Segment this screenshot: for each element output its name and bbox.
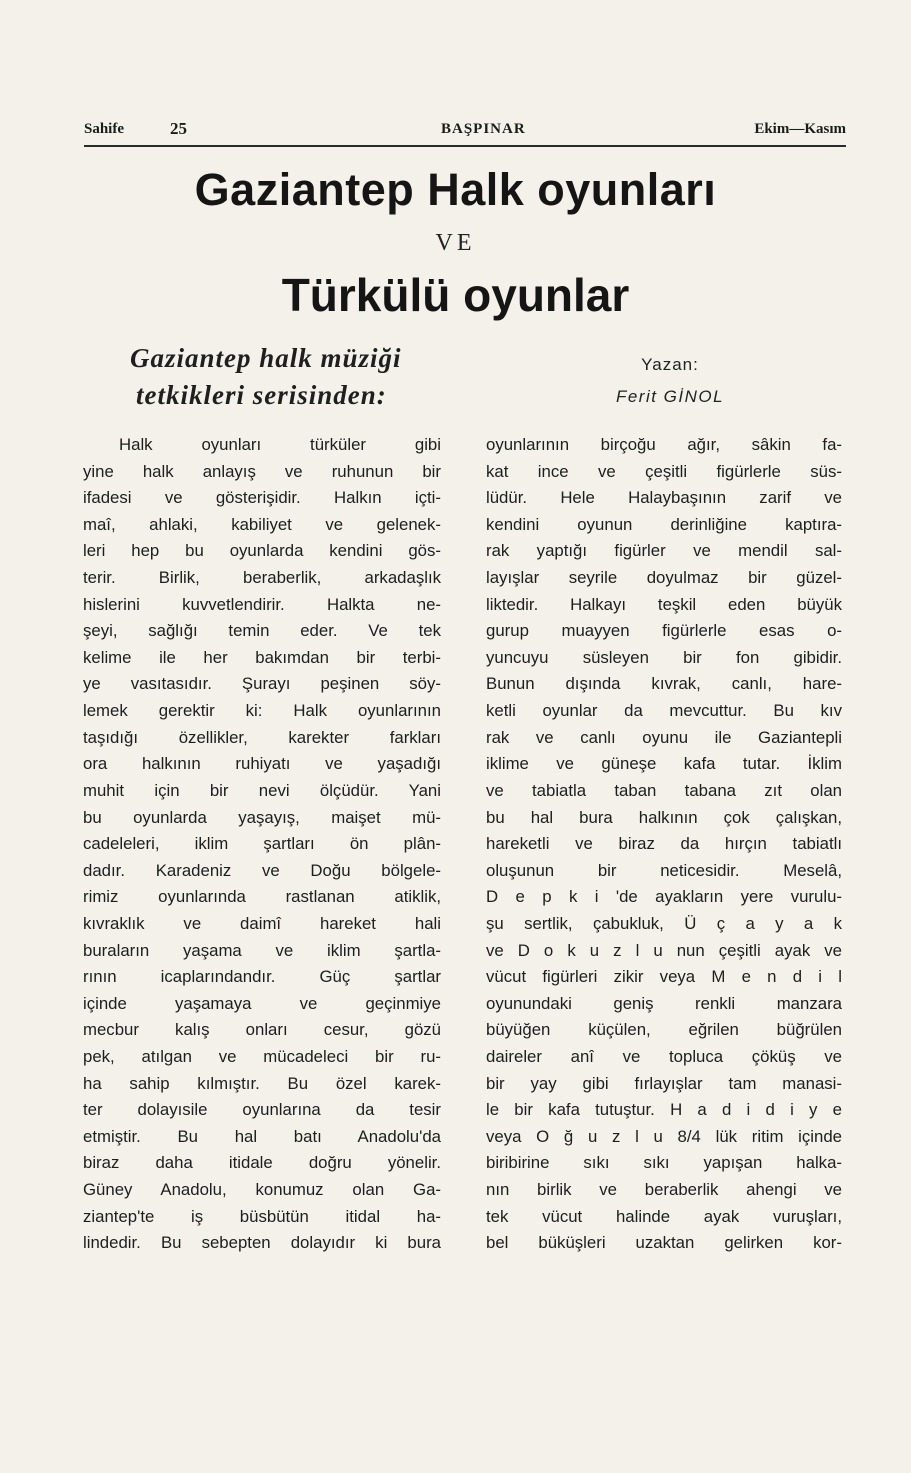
- text-line: yuncuyu süsleyen bir fon gibidir.: [486, 647, 842, 667]
- text-line: ziantep'te iş büsbütün itidal ha-: [83, 1206, 441, 1226]
- text-line: veya O ğ u z l u 8/4 lük ritim içinde: [486, 1126, 842, 1146]
- text-line: ter dolayısile oyunlarına da tesir: [83, 1100, 441, 1120]
- text-line: gurup muayyen figürlerle esas o-: [486, 621, 842, 641]
- text-line: şu sertlik, çabukluk, Ü ç a y a k: [486, 913, 842, 933]
- text-line: rak yaptığı figürler ve mendil sal-: [486, 541, 842, 561]
- text-line: ye vasıtasıdır. Şurayı peşinen söy-: [83, 674, 441, 694]
- text-line: taşıdığı özellikler, karekter farkları: [83, 727, 441, 747]
- text-line: ifadesi ve gösterişidir. Halkın içti-: [83, 488, 441, 508]
- byline-label: Yazan:: [641, 355, 699, 374]
- text-line: layışlar seyrile doyulmaz bir güzel-: [486, 568, 842, 588]
- text-line: nın birlik ve beraberlik ahengi ve: [486, 1180, 842, 1200]
- text-line: cadeleleri, iklim şartları ön plân-: [83, 834, 441, 854]
- text-line: pek, atılgan ve mücadeleci bir ru-: [83, 1047, 441, 1067]
- text-line: rının icaplarındandır. Güç şartlar: [83, 967, 441, 987]
- text-line: etmiştir. Bu hal batı Anadolu'da: [83, 1126, 441, 1146]
- series-subtitle: [130, 340, 490, 414]
- text-line: le bir kafa tutuştur. H a d i d i y e: [486, 1100, 842, 1120]
- text-line: Halk oyunları türküler gibi: [119, 435, 441, 454]
- text-line: kıvraklık ve daimî hareket hali: [83, 913, 441, 933]
- text-line: lemek gerektir ki: Halk oyunlarının: [83, 701, 441, 721]
- text-line: bir yay gibi fırlayışlar tam manasi-: [486, 1073, 842, 1093]
- text-line: terir. Birlik, beraberlik, arkadaşlık: [83, 568, 441, 588]
- text-line: şeyi, sağlığı temin eder. Ve tek: [83, 621, 441, 641]
- text-line: rimiz oyunlarında rastlanan atiklik,: [83, 887, 441, 907]
- text-line: lüdür. Hele Halaybaşının zarif ve: [486, 488, 842, 508]
- text-column-right: [486, 432, 842, 1257]
- text-line: ve D o k u z l u nun çeşitli ayak ve: [486, 940, 842, 960]
- text-line: hareketli ve biraz da hırçın tabiatlı: [486, 834, 842, 854]
- article-title-line-1: Gaziantep Halk oyunları: [194, 164, 717, 215]
- text-line: muhit için bir nevi ölçüdür. Yani: [83, 780, 441, 800]
- text-line: bu hal bura halkının çok çalışkan,: [486, 807, 842, 827]
- byline: [560, 355, 780, 407]
- issue-date: Ekim—Kasım: [754, 121, 846, 137]
- series-subtitle-line-1: Gaziantep halk müziği: [130, 343, 402, 373]
- text-line: Bunun dışında kıvrak, canlı, hare-: [486, 674, 842, 694]
- text-line: ketli oyunlar da mevcuttur. Bu kıv: [486, 701, 842, 721]
- text-line: ha sahip kılmıştır. Bu özel karek-: [83, 1073, 441, 1093]
- text-line: kendini oyunun derinliğine kaptıra-: [486, 514, 842, 534]
- text-line: daireler anî ve topluca çöküş ve: [486, 1047, 842, 1067]
- text-line: biribirine sıkı sıkı yapışan halka-: [486, 1153, 842, 1173]
- text-line: tek vücut halinde ayak vuruşları,: [486, 1206, 842, 1226]
- magazine-name: BAŞPINAR: [441, 121, 526, 137]
- text-line: ve tabiatla taban tabana zıt olan: [486, 780, 842, 800]
- article-title-line-2: Türkülü oyunlar: [281, 269, 630, 321]
- text-line: dadır. Karadeniz ve Doğu bölgele-: [83, 860, 441, 880]
- text-line: kelime ile her bakımdan bir terbi-: [83, 647, 441, 667]
- page-number: 25: [170, 119, 187, 138]
- article-title-connector: VE: [435, 230, 476, 256]
- text-line: içinde yaşamaya ve geçinmiye: [83, 993, 441, 1013]
- running-header: [84, 117, 846, 143]
- text-line: D e p k i 'de ayakların yere vurulu-: [486, 887, 842, 907]
- series-subtitle-line-2: tetkikleri serisinden:: [136, 380, 387, 410]
- text-line: bu oyunlarda yaşayış, maişet mü-: [83, 807, 441, 827]
- header-rule: [84, 145, 846, 147]
- text-line: leri hep bu oyunlarda kendini gös-: [83, 541, 441, 561]
- text-line: büyüğen küçülen, eğrilen büğrülen: [486, 1020, 842, 1040]
- text-line: bel büküşleri uzaktan gelirken kor-: [486, 1233, 842, 1253]
- text-line: vücut figürleri zikir veya M e n d i l: [486, 967, 842, 987]
- text-line: rak ve canlı oyunu ile Gaziantepli: [486, 727, 842, 747]
- text-line: oyunlarının birçoğu ağır, sâkin fa-: [486, 435, 842, 454]
- author-name: Ferit GİNOL: [615, 387, 725, 406]
- text-column-left: [83, 432, 441, 1257]
- text-line: ora halkının ruhiyatı ve yaşadığı: [83, 754, 441, 774]
- text-line: kat ince ve çeşitli figürlerle süs-: [486, 461, 842, 481]
- text-line: oluşunun bir neticesidir. Meselâ,: [486, 860, 842, 880]
- text-line: oyunundaki geniş renkli manzara: [486, 993, 842, 1013]
- text-line: maî, ahlaki, kabiliyet ve gelenek-: [83, 514, 441, 534]
- text-line: lindedir. Bu sebepten dolayıdır ki bura: [83, 1233, 441, 1253]
- text-line: yine halk anlayış ve ruhunun bir: [83, 461, 441, 481]
- text-line: hislerini kuvvetlendirir. Halkta ne-: [83, 594, 441, 614]
- page-label: Sahife: [84, 121, 125, 137]
- text-line: iklime ve güneşe kafa tutar. İklim: [486, 754, 842, 774]
- text-line: liktedir. Halkayı teşkil eden büyük: [486, 594, 842, 614]
- text-line: Güney Anadolu, konumuz olan Ga-: [83, 1180, 441, 1200]
- text-line: mecbur kalış onları cesur, gözü: [83, 1020, 441, 1040]
- text-line: buraların yaşama ve iklim şartla-: [83, 940, 441, 960]
- text-line: biraz daha itidale doğru yönelir.: [83, 1153, 441, 1173]
